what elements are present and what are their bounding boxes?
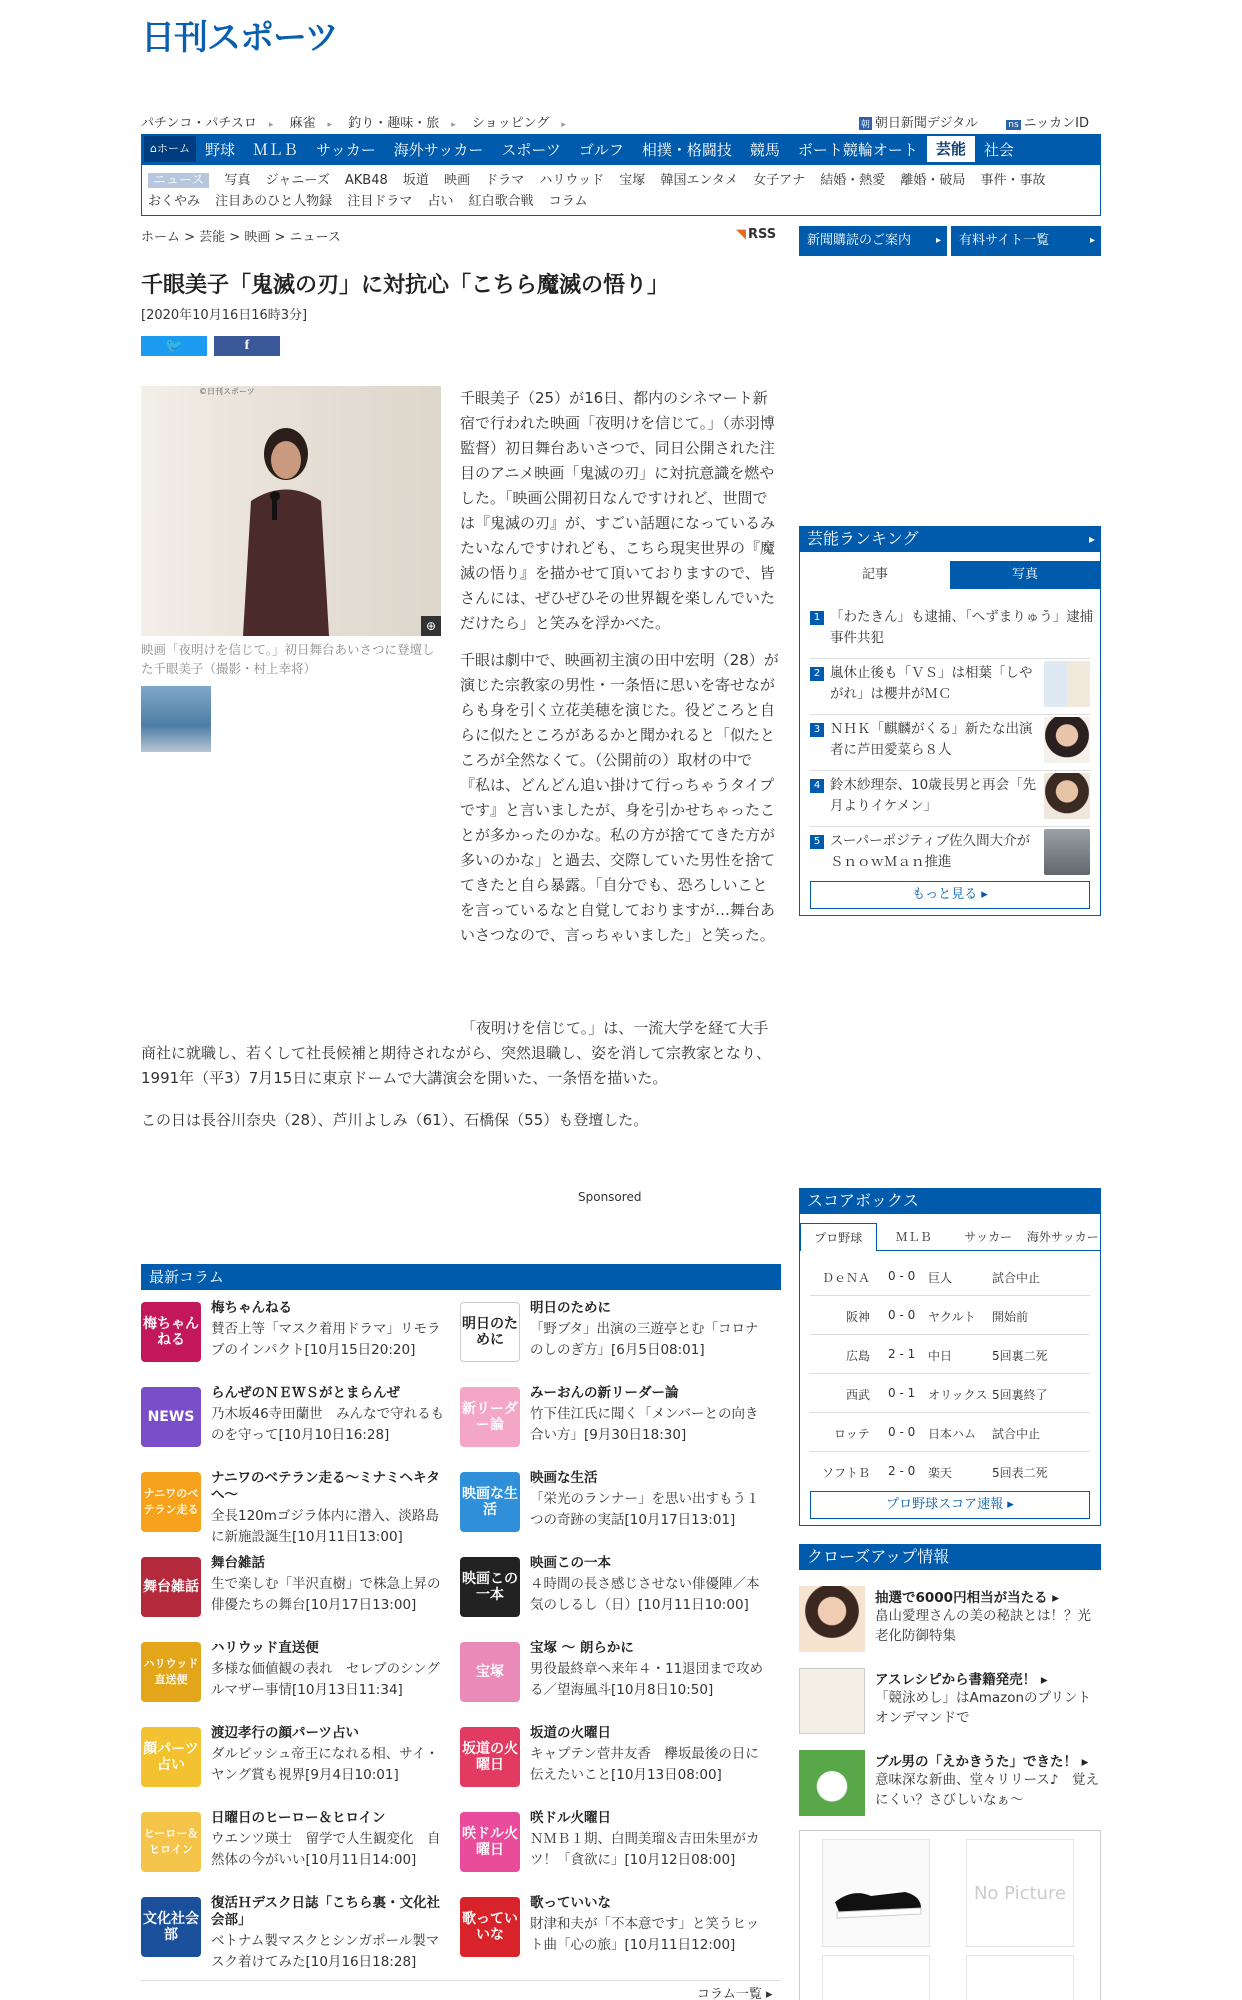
facebook-share-button[interactable] — [214, 336, 280, 356]
column-item[interactable] — [141, 1812, 451, 1886]
rank-title: 嵐休止後も「ＶＳ」は相葉「しやがれ」は櫻井がＭＣ — [830, 665, 1033, 702]
column-logo-icon: 坂道の火曜日 — [460, 1727, 520, 1787]
game-status: 試合中止 — [992, 1271, 1041, 1285]
away-team: 中日 — [928, 1349, 953, 1363]
nav-item[interactable]: ボート競輪オート — [797, 140, 918, 159]
product-image[interactable] — [822, 1839, 930, 1947]
score: 0 - 1 — [888, 1386, 916, 1400]
score-row[interactable] — [810, 1296, 1090, 1335]
column-item[interactable] — [141, 1642, 451, 1716]
column-item[interactable] — [460, 1812, 770, 1886]
column-logo-icon: 舞台雑話 — [141, 1557, 201, 1617]
column-item[interactable] — [141, 1387, 451, 1461]
ranking-more-button[interactable]: もっと見る ▸ — [810, 881, 1090, 909]
article-date: [2020年10月16日16時3分] — [141, 308, 308, 323]
column-desc: 「野ブタ」出演の三遊亭とむ「コロナのしのぎ方」[6月5日08:01] — [530, 1321, 759, 1358]
column-item[interactable] — [141, 1472, 451, 1546]
subnav-item[interactable]: 離婚・破局 — [900, 173, 966, 188]
column-title: 日曜日のヒーロー＆ヒロイン — [211, 1810, 386, 1826]
tab-npb[interactable]: プロ野球 — [800, 1223, 877, 1251]
closeup-item[interactable] — [799, 1750, 1101, 1820]
subnav-item[interactable]: 結婚・熱愛 — [820, 173, 886, 188]
subnav-item[interactable]: 占い — [427, 194, 454, 209]
rank-number: 3 — [810, 723, 824, 737]
subnav-item[interactable]: おくやみ — [148, 194, 201, 209]
column-title: 宝塚 ～ 朗らかに — [530, 1640, 634, 1656]
away-team: ヤクルト — [928, 1310, 976, 1324]
article-paragraph: 千眼は劇中で、映画初主演の田中宏明（28）が演じた宗教家の男性・一条悟に思いを寄せながらも身を引く立花美穂を演じた。役どころと自らに似たところがあるかと聞かれると「似たところが全然なくて。（公開前の）取材の中で『私は、どんどん追い掛けて行っちゃうタイプです』と言いましたが、身を引かせちゃったことが多かったのかな。私の方が捨ててきた方が多いのかな」と過去、交際していた男性を捨ててきたと自ら暴露。「自分でも、恐ろしいことを言っているなと自覚しておりますが…舞台あいさつなので、言っちゃいました」と笑った。 — [460, 651, 779, 944]
twitter-icon: 🐦 — [165, 338, 183, 354]
subnav-item[interactable]: 坂道 — [402, 173, 429, 188]
closeup-title: 抽選で6000円相当が当たる ▸ — [875, 1590, 1060, 1606]
rank-title: 鈴木紗理奈、10歳長男と再会「先月よりイケメン」 — [830, 777, 1037, 814]
away-team: オリックス — [928, 1388, 988, 1402]
nikkan-id-link[interactable] — [1006, 116, 1101, 131]
site-logo[interactable]: 日刊スポーツ — [141, 18, 338, 58]
column-logo-icon: 映画この一本 — [460, 1557, 520, 1617]
column-item[interactable] — [460, 1302, 770, 1376]
column-logo-icon: ヒーロー＆ヒロイン — [141, 1812, 201, 1872]
column-title: 咲ドル火曜日 — [530, 1810, 611, 1826]
nav-item[interactable]: 相撲・格闘技 — [641, 140, 732, 159]
score-box — [799, 1188, 1101, 1526]
column-desc: ダルビッシュ帝王になれる相、サイ・ヤング賞も視界[9月4日10:01] — [211, 1746, 439, 1783]
nikkan-id-icon: ns — [1008, 120, 1019, 130]
sub-nav — [141, 164, 1101, 216]
column-logo-icon: NEWS — [141, 1387, 201, 1447]
nav-item[interactable]: スポーツ — [501, 140, 561, 159]
score-heading: スコアボックス — [799, 1188, 1101, 1214]
subnav-item[interactable]: 写真 — [224, 173, 251, 188]
subnav-item[interactable]: コラム — [548, 194, 588, 209]
closeup-item[interactable] — [799, 1586, 1101, 1656]
article-paragraph: この日は長谷川奈央（28）、芦川よしみ（61）、石橋保（55）も登壇した。 — [141, 1111, 649, 1129]
column-logo-icon: 映画な生活 — [460, 1472, 520, 1532]
column-item[interactable] — [460, 1472, 770, 1546]
article-body — [460, 386, 780, 960]
subnav-item[interactable]: 韓国エンタメ — [660, 173, 738, 188]
article-paragraph: 「夜明けを信じて。」は、一流大学を経て大手商社に就職し、若くして社長候補と期待されながら、突然退職し、姿を消して宗教家となり、1991年（平3）7月15日に東京ドームで大講演会を開いた、一条悟を描いた。 — [141, 1019, 772, 1087]
photo-caption: 映画「夜明けを信じて。」初日舞台あいさつに登壇した千眼美子（撮影・村上幸将） — [141, 642, 435, 676]
article-title: 千眼美子「鬼滅の刃」に対抗心「こちら魔滅の悟り」 — [141, 273, 670, 298]
rank-number: 2 — [810, 667, 824, 681]
product-image[interactable] — [822, 1955, 930, 2000]
home-team: 広島 — [846, 1349, 871, 1363]
ranking-item[interactable] — [810, 715, 1090, 771]
column-item[interactable] — [141, 1897, 451, 1971]
column-desc: 乃木坂46寺田蘭世 みんなで守れるものを守って[10月10日16:28] — [211, 1406, 445, 1443]
closeup-desc: 畠山愛理さんの美の秘訣とは！？光老化防御特集 — [875, 1608, 1091, 1644]
top-nav-right — [859, 112, 1101, 131]
sneaker-icon — [823, 1840, 931, 1948]
away-team: 巨人 — [928, 1271, 953, 1285]
column-title: ナニワのベテラン走る～ミナミヘキタへ～ — [211, 1470, 440, 1503]
column-desc: 生で楽しむ「半沢直樹」で株急上昇の俳優たちの舞台[10月17日13:00] — [211, 1576, 441, 1613]
subnav-item[interactable]: AKB48 — [344, 173, 388, 188]
column-item[interactable] — [460, 1727, 770, 1801]
tab-photos[interactable]: 写真 — [950, 561, 1100, 589]
column-logo-icon: ハリウッド直送便 — [141, 1642, 201, 1702]
product-image[interactable] — [966, 1955, 1074, 2000]
ranking-box — [799, 526, 1101, 916]
ranking-item[interactable] — [810, 771, 1090, 827]
column-title: 映画この一本 — [530, 1555, 611, 1571]
facebook-icon: f — [244, 338, 250, 353]
tab-mlb[interactable]: ＭＬＢ — [877, 1223, 952, 1251]
rank-photo — [1044, 829, 1090, 875]
top-nav-link[interactable]: ショッピング — [471, 116, 550, 131]
ranking-item[interactable] — [810, 603, 1094, 659]
subnav-item[interactable]: ハリウッド — [539, 173, 605, 188]
nav-item-active[interactable]: 芸能 — [927, 136, 975, 162]
photo-credit: ©日刊スポーツ — [199, 387, 255, 396]
score-row[interactable] — [810, 1374, 1090, 1413]
score-row[interactable] — [810, 1257, 1090, 1296]
rank-number: 4 — [810, 779, 824, 793]
nav-item[interactable]: 野球 — [204, 140, 235, 159]
column-desc: ＮＭＢ１期、白間美瑠＆吉田朱里がカツ！「貪欲に」[10月12日08:00] — [530, 1831, 760, 1868]
column-desc: ベトナム製マスクとシンガポール製マスク着けてみた[10月16日18:28] — [211, 1933, 440, 1970]
column-desc: ウエンツ瑛士 留学で人生観変化 自然体の今がいい[10月11日14:00] — [211, 1831, 441, 1868]
column-title: 明日のために — [530, 1300, 611, 1316]
closeup-desc: 「競泳めし」はAmazonのプリントオンデマンドで — [875, 1690, 1092, 1726]
subnav-item[interactable]: 紅白歌合戦 — [468, 194, 534, 209]
column-title: 映画な生活 — [530, 1470, 598, 1486]
subnav-item[interactable]: 女子アナ — [753, 173, 806, 188]
rank-title: ＮＨＫ「麒麟がくる」新たな出演者に芦田愛菜ら８人 — [830, 721, 1033, 758]
home-icon: ⌂ — [150, 142, 157, 155]
subnav-item[interactable]: ドラマ — [485, 173, 525, 188]
rank-photo — [1044, 717, 1090, 763]
home-team: ロッテ — [834, 1427, 870, 1441]
column-logo-icon: ナニワのベテラン走る — [141, 1472, 201, 1532]
asahi-icon: 朝 — [859, 117, 872, 130]
closeup-photo — [799, 1668, 865, 1734]
person-figure — [231, 416, 341, 636]
subnav-item[interactable]: 注目あのひと人物録 — [215, 194, 333, 209]
score-tabs — [800, 1223, 1100, 1251]
rank-photo — [1044, 773, 1090, 819]
tab-world-soccer[interactable]: 海外サッカー — [1026, 1223, 1101, 1251]
nikkan-id-label: ニッカンID — [1023, 116, 1089, 131]
paid-sites-button[interactable]: 有料サイト一覧 ▸ — [951, 226, 1101, 256]
breadcrumb[interactable]: ホーム > 芸能 > 映画 > ニュース — [141, 230, 341, 245]
no-picture[interactable]: No Picture — [966, 1839, 1074, 1947]
column-desc: 男役最終章へ来年４・11退団まで攻める／望海風斗[10月8日10:50] — [530, 1661, 764, 1698]
column-item[interactable] — [460, 1897, 770, 1971]
column-desc: 全長120mゴジラ体内に潜入、淡路島に新施設誕生[10月11日13:00] — [211, 1508, 439, 1545]
article-photo[interactable] — [141, 386, 441, 636]
column-title: 復活Ｈデスク日誌「こちら裏・文化社会部」 — [211, 1895, 440, 1928]
score: 0 - 0 — [888, 1308, 916, 1322]
score: 0 - 0 — [888, 1425, 916, 1439]
home-team: ソフトＢ — [822, 1466, 871, 1480]
columns-more-link[interactable]: コラム一覧 ▸ — [697, 1987, 773, 2000]
score-row[interactable] — [810, 1335, 1090, 1374]
nav-item[interactable]: 海外サッカー — [393, 140, 484, 159]
top-nav: パチンコ・パチスロ ▸ 麻雀 ▸ 釣り・趣味・旅 ▸ ショッピング ▸ 朝 朝日新聞デジタル ns ニッカンID — [141, 112, 1101, 130]
closeup-title: アスレシピから書籍発売！ ▸ — [875, 1672, 1048, 1688]
sponsored-label: Sponsored — [578, 1190, 642, 1204]
closeup-item[interactable] — [799, 1668, 1101, 1738]
column-title: ハリウッド直送便 — [211, 1640, 319, 1656]
game-status: 5回裏終了 — [992, 1388, 1048, 1402]
asahi-label: 朝日新聞デジタル — [874, 116, 979, 131]
twitter-share-button[interactable] — [141, 336, 207, 356]
tab-articles[interactable]: 記事 — [800, 561, 950, 589]
rank-number: 1 — [810, 611, 824, 625]
rss-link[interactable] — [736, 227, 776, 242]
ranking-item[interactable] — [810, 827, 1090, 883]
column-logo-icon: 咲ドル火曜日 — [460, 1812, 520, 1872]
column-title: 舞台雑話 — [211, 1555, 265, 1571]
nav-home-label: ホーム — [156, 142, 190, 155]
score-more-button[interactable]: プロ野球スコア速報 ▸ — [810, 1491, 1090, 1519]
columns-heading: 最新コラム — [141, 1264, 781, 1290]
subnav-item[interactable]: 事件・事故 — [980, 173, 1046, 188]
away-team: 楽天 — [928, 1466, 953, 1480]
article-paragraph: 千眼美子（25）が16日、都内のシネマート新宿で行われた映画「夜明けを信じて。」（赤羽博監督）初日舞台あいさつで、同日公開された注目のアニメ映画「鬼滅の刃」に対抗意識を燃やした。「映画公開初日なんですけれど、世間では『鬼滅の刃』が、すごい話題になっているみたいなんですけれども、こちら現実世界の『魔滅の悟り』を描かせて頂いておりますので、皆さんには、ぜひぜひその世界観を楽しんでいただけたら」と笑みを浮かべた。 — [460, 389, 776, 632]
tab-soccer[interactable]: サッカー — [951, 1223, 1026, 1251]
subnav-item[interactable]: ジャニーズ — [265, 173, 330, 188]
column-logo-icon: 歌っていいな — [460, 1897, 520, 1957]
photo-thumbnail[interactable] — [141, 686, 211, 752]
rss-label: RSS — [748, 227, 777, 242]
rank-title: スーパーポジティブ佐久間大介がＳｎｏｗＭａｎ推進 — [830, 833, 1031, 870]
home-team: 西武 — [846, 1388, 871, 1402]
column-desc: 財津和夫が「不本意です」と笑うヒット曲「心の旅」[10月11日12:00] — [530, 1916, 760, 1953]
column-desc: 竹下佳江氏に聞く「メンバーとの向き合い方」[9月30日18:30] — [530, 1406, 759, 1443]
top-nav-link[interactable]: 麻雀 — [289, 116, 316, 131]
ranking-tabs — [800, 561, 1100, 589]
top-nav-link[interactable]: 釣り・趣味・旅 — [348, 116, 440, 131]
score-row[interactable] — [810, 1452, 1090, 1491]
score: 2 - 0 — [888, 1464, 916, 1478]
nav-item[interactable]: 競馬 — [749, 140, 780, 159]
closeup-desc: 意味深な新曲、堂々リリース♪ 覚えにくい？さびしいなぁ～ — [875, 1772, 1099, 1808]
nav-item[interactable]: 社会 — [983, 140, 1014, 159]
game-status: 5回裏二死 — [992, 1349, 1048, 1363]
column-desc: 賛否上等「マスク着用ドラマ」リモラブのインパクト[10月15日20:20] — [211, 1321, 441, 1358]
column-logo-icon: 顔パーツ占い — [141, 1727, 201, 1787]
rank-number: 5 — [810, 835, 824, 849]
column-desc: 「栄光のランナー」を思い出すもう１つの奇跡の実話[10月17日13:01] — [530, 1491, 760, 1528]
column-logo-icon: 文化社会部 — [141, 1897, 201, 1957]
rank-title: 「わたきん」も逮捕、「へずまりゅう」逮捕事件共犯 — [830, 609, 1094, 646]
home-team: 阪神 — [846, 1310, 871, 1324]
top-nav-link[interactable]: パチンコ・パチスロ — [141, 116, 257, 131]
asahi-link[interactable] — [859, 116, 990, 131]
subnav-item[interactable]: 宝塚 — [619, 173, 646, 188]
score: 2 - 1 — [888, 1347, 916, 1361]
score-row[interactable] — [810, 1413, 1090, 1452]
column-title: 渡辺孝行の顔パーツ占い — [211, 1725, 359, 1741]
column-logo-icon: 新リーダー論 — [460, 1387, 520, 1447]
subscribe-button[interactable]: 新聞購読のご案内 ▸ — [799, 226, 947, 256]
nav-item[interactable]: サッカー — [316, 140, 376, 159]
game-status: 開始前 — [992, 1310, 1029, 1324]
column-item[interactable] — [460, 1557, 770, 1631]
ranking-item[interactable] — [810, 659, 1090, 715]
nav-item[interactable]: ＭＬＢ — [253, 140, 299, 159]
column-item[interactable] — [460, 1642, 770, 1716]
subnav-item-active[interactable]: ニュース — [148, 173, 209, 188]
game-status: 5回表二死 — [992, 1466, 1048, 1480]
closeup-title: ブル男の「えかきうた」できた！ ▸ — [875, 1754, 1089, 1770]
column-title: 坂道の火曜日 — [530, 1725, 611, 1741]
main-nav — [141, 134, 1101, 164]
column-title: 梅ちゃんねる — [211, 1300, 292, 1316]
column-title: 歌っていいな — [530, 1895, 611, 1911]
column-title: らんぜのＮＥＷＳがとまらんぜ — [211, 1385, 400, 1401]
zoom-icon[interactable]: ⊕ — [421, 616, 441, 636]
home-team: ＤｅＮＡ — [822, 1271, 871, 1285]
column-item[interactable] — [460, 1387, 770, 1461]
column-logo-icon: 宝塚 — [460, 1642, 520, 1702]
column-title: みーおんの新リーダー論 — [530, 1385, 679, 1401]
rss-icon: ◥ — [736, 227, 746, 242]
column-desc: ４時間の長さ感じさせない俳優陣／本気のしるし（日）[10月11日10:00] — [530, 1576, 760, 1613]
closeup-photo — [799, 1586, 865, 1652]
ranking-heading[interactable]: 芸能ランキング ▸ — [799, 526, 1101, 552]
column-item[interactable] — [141, 1557, 451, 1631]
divider — [141, 1980, 781, 1981]
subnav-item[interactable]: 映画 — [444, 173, 471, 188]
closeup-heading: クローズアップ情報 — [799, 1544, 1101, 1570]
column-desc: 多様な価値観の表れ セレブのシングルマザー事情[10月13日11:34] — [211, 1661, 440, 1698]
shop-widget — [799, 1830, 1101, 2000]
score: 0 - 0 — [888, 1269, 916, 1283]
rank-photo — [1044, 661, 1090, 707]
nav-home[interactable] — [144, 136, 196, 162]
column-logo-icon: 梅ちゃんねる — [141, 1302, 201, 1362]
away-team: 日本ハム — [928, 1427, 977, 1441]
column-item[interactable] — [141, 1302, 451, 1376]
column-desc: キャプテン菅井友香 欅坂最後の日に伝えたいこと[10月13日08:00] — [530, 1746, 759, 1783]
nav-item[interactable]: ゴルフ — [578, 140, 624, 159]
column-item[interactable] — [141, 1727, 451, 1801]
game-status: 試合中止 — [992, 1427, 1041, 1441]
column-logo-icon: 明日のために — [460, 1302, 520, 1362]
closeup-photo — [799, 1750, 865, 1816]
subnav-item[interactable]: 注目ドラマ — [347, 194, 413, 209]
